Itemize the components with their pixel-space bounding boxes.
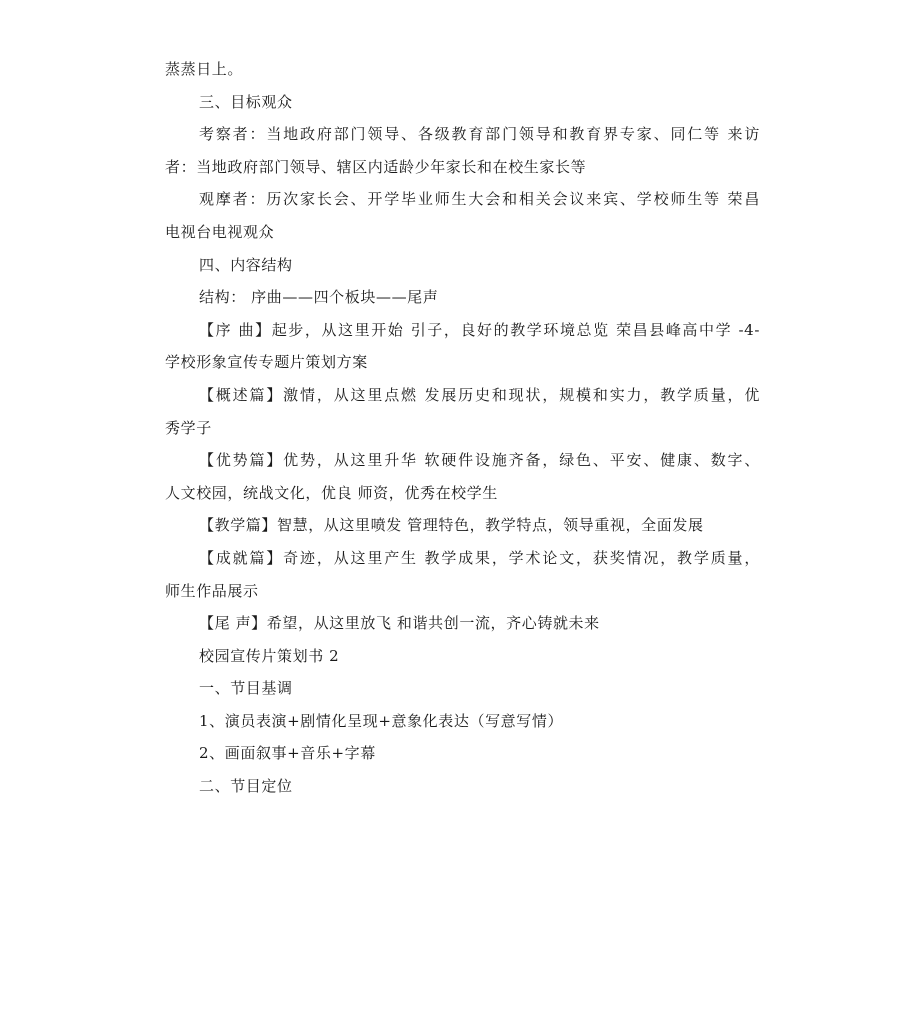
paragraph-advantages-continued: 人文校园，统战文化，优良 师资，优秀在校学生 xyxy=(165,483,498,502)
document-body xyxy=(165,53,760,803)
paragraph-prelude: 【序 曲】起步，从这里开始 引子，良好的教学环境总览 荣昌县峰高中学 -4- xyxy=(199,320,760,339)
paragraph-overview-continued: 秀学子 xyxy=(165,418,212,437)
section-heading-content-structure: 四、内容结构 xyxy=(199,255,293,274)
section-heading-target-audience: 三、目标观众 xyxy=(199,92,293,111)
paragraph-structure: 结构： 序曲——四个板块——尾声 xyxy=(199,288,439,307)
paragraph-observers: 观摩者：历次家长会、开学毕业师生大会和相关会议来宾、学校师生等 荣昌 xyxy=(199,190,760,209)
paragraph-achievements: 【成就篇】奇迹，从这里产生 教学成果，学术论文，获奖情况，教学质量， xyxy=(199,548,760,567)
paragraph-prelude-continued: 学校形象宣传专题片策划方案 xyxy=(165,353,368,372)
list-item-1: 1、演员表演+剧情化呈现+意象化表达（写意写情） xyxy=(199,711,564,730)
paragraph-teaching: 【教学篇】智慧，从这里喷发 管理特色，教学特点，领导重视，全面发展 xyxy=(199,516,704,535)
paragraph-observers-continued: 电视台电视观众 xyxy=(165,222,275,241)
paragraph-overview: 【概述篇】激情，从这里点燃 发展历史和现状，规模和实力，教学质量，优 xyxy=(199,385,760,404)
list-item-2: 2、画面叙事+音乐+字幕 xyxy=(199,744,376,763)
paragraph-achievements-continued: 师生作品展示 xyxy=(165,581,259,600)
section-heading-program-tone: 一、节目基调 xyxy=(199,679,293,698)
paragraph-advantages: 【优势篇】优势，从这里升华 软硬件设施齐备，绿色、平安、健康、数字、 xyxy=(199,451,760,470)
section-heading-program-positioning: 二、节目定位 xyxy=(199,777,293,796)
paragraph-continuation: 蒸蒸日上。 xyxy=(165,60,244,78)
paragraph-inspectors-continued: 者：当地政府部门领导、辖区内适龄少年家长和在校生家长等 xyxy=(165,157,587,176)
paragraph-inspectors: 考察者：当地政府部门领导、各级教育部门领导和教育界专家、同仁等 来访 xyxy=(199,125,760,144)
paragraph-epilogue: 【尾 声】希望，从这里放飞 和谐共创一流，齐心铸就未来 xyxy=(199,614,600,633)
document-subtitle: 校园宣传片策划书 2 xyxy=(199,646,340,665)
